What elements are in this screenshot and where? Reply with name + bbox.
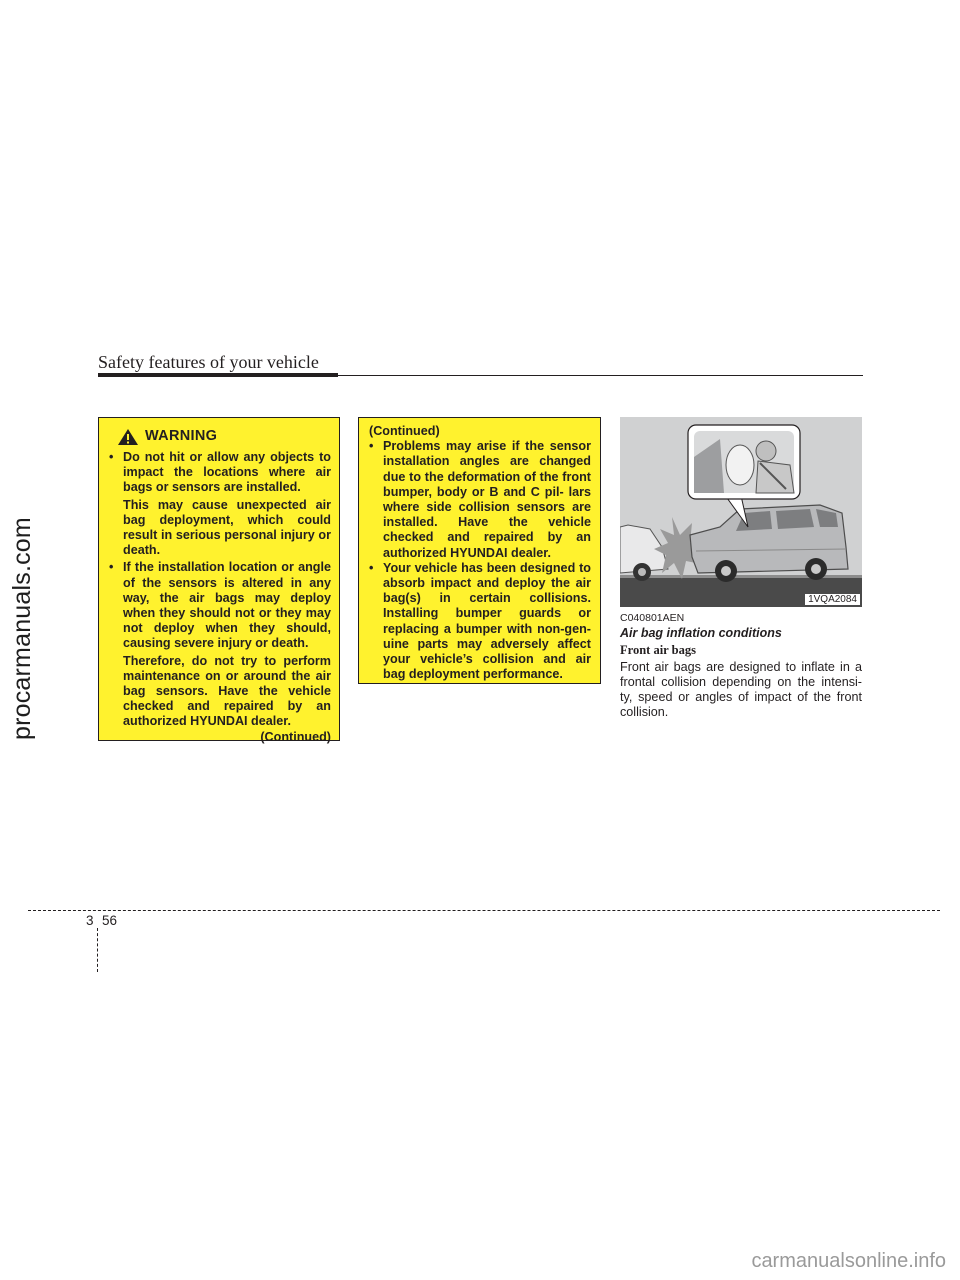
page-header-title: Safety features of your vehicle xyxy=(98,352,319,372)
chapter-number: 3 xyxy=(86,913,94,928)
warning-triangle-icon xyxy=(117,428,139,446)
section-subheading: Front air bags xyxy=(620,643,696,657)
warning-item-para: This may cause unexpected air bag deployment, which could result in serious personal injury or death. xyxy=(123,497,331,558)
side-watermark: procarmanuals.com xyxy=(8,517,36,740)
warning-item xyxy=(109,450,331,558)
warning-box xyxy=(98,417,340,744)
page-number: 56 xyxy=(102,913,118,928)
warning-item: • Problems may arise if the sensor installation angles are changed due to the deformation of the front bumper, body or B and C pil- lars where side collision sensors are installed. Have the vehicle checked and repaired by an authorized HYUNDAI dealer. xyxy=(369,439,591,561)
warning-item-text: • If the installation location or angle of the sensors is altered in any way, the air bags may deploy when they should not or they may not deploy when they should, causing severe injury or death. xyxy=(123,560,331,651)
continued-warning-box xyxy=(358,417,601,684)
header-rule xyxy=(338,375,863,376)
header-bar xyxy=(98,373,338,377)
continued-label: (Continued) xyxy=(369,424,440,438)
collision-drawing xyxy=(620,417,862,607)
bottom-watermark: carmanualsonline.info xyxy=(751,1250,946,1272)
warning-heading xyxy=(109,428,331,446)
footer-vertical-rule xyxy=(97,928,98,972)
warning-item: • Your vehicle has been designed to absorb impact and deploy the air bag(s) in certain collisions. Installing bumper guards or replacing a bumper with non-gen- uine parts may adversely affect your vehicle’s collision and air bag deployment performance. xyxy=(369,561,591,683)
section-body: Front air bags are designed to inflate in a frontal collision depending on the intensi- ty, speed or angles of impact of the front collision. xyxy=(620,660,862,719)
section-heading: Air bag inflation conditions xyxy=(620,626,782,640)
footer-rule xyxy=(28,910,940,911)
warning-item xyxy=(109,560,331,744)
collision-illustration xyxy=(620,417,862,607)
continued-note: (Continued) xyxy=(260,729,331,744)
section-code: C040801AEN xyxy=(620,612,685,624)
illustration-code: 1VQA2084 xyxy=(805,594,860,605)
warning-title: WARNING xyxy=(145,428,218,445)
warning-item-para: Therefore, do not try to perform maintenance on or around the air bag sensors. Have the vehicle checked and repaired by an authorized HYUNDAI dealer. xyxy=(123,653,331,729)
warning-item-text: • Do not hit or allow any objects to impact the locations where air bags or sensors are installed. xyxy=(123,450,331,495)
